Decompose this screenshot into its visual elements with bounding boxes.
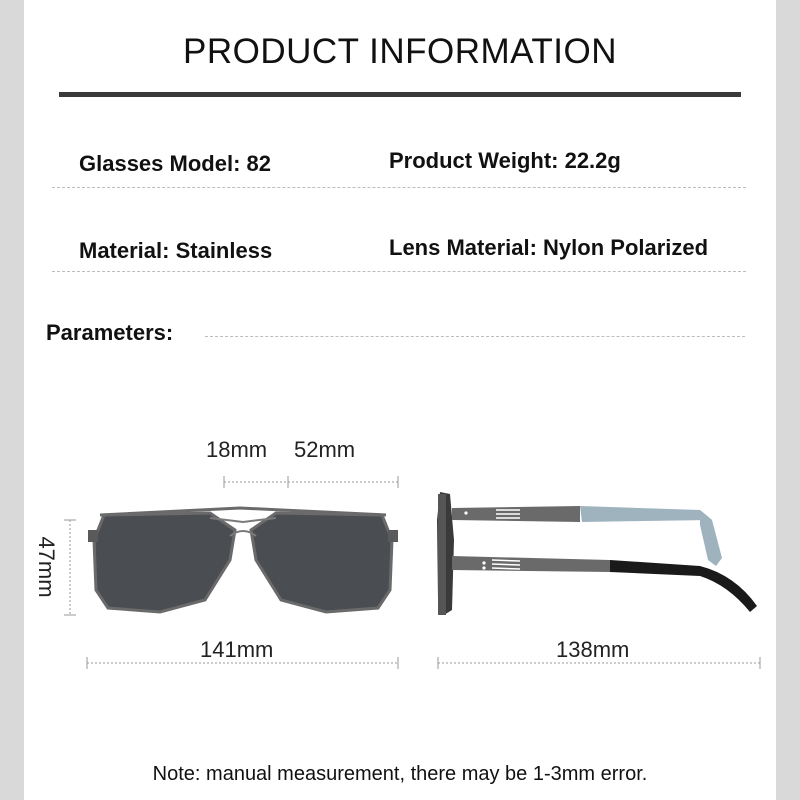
lens-width-label: 52mm [294,437,356,462]
page-title: PRODUCT INFORMATION [182,32,618,71]
measurement-note: Note: manual measurement, there may be 1-3mm error. [152,763,648,785]
spec-lens-material: Lens Material: Nylon Polarized [389,235,709,260]
lens-height-label: 47mm [34,536,59,598]
frame-width-label: 141mm [200,637,274,662]
spec-weight: Product Weight: 22.2g [389,148,621,173]
parameters-label: Parameters: [46,320,174,345]
spec-material: Material: Stainless [79,238,273,263]
temple-length-label: 138mm [556,637,630,662]
glasses-front-view [88,508,398,612]
spec-model: Glasses Model: 82 [79,151,271,176]
glasses-side-view [437,492,757,615]
bridge-width-label: 18mm [206,437,268,462]
